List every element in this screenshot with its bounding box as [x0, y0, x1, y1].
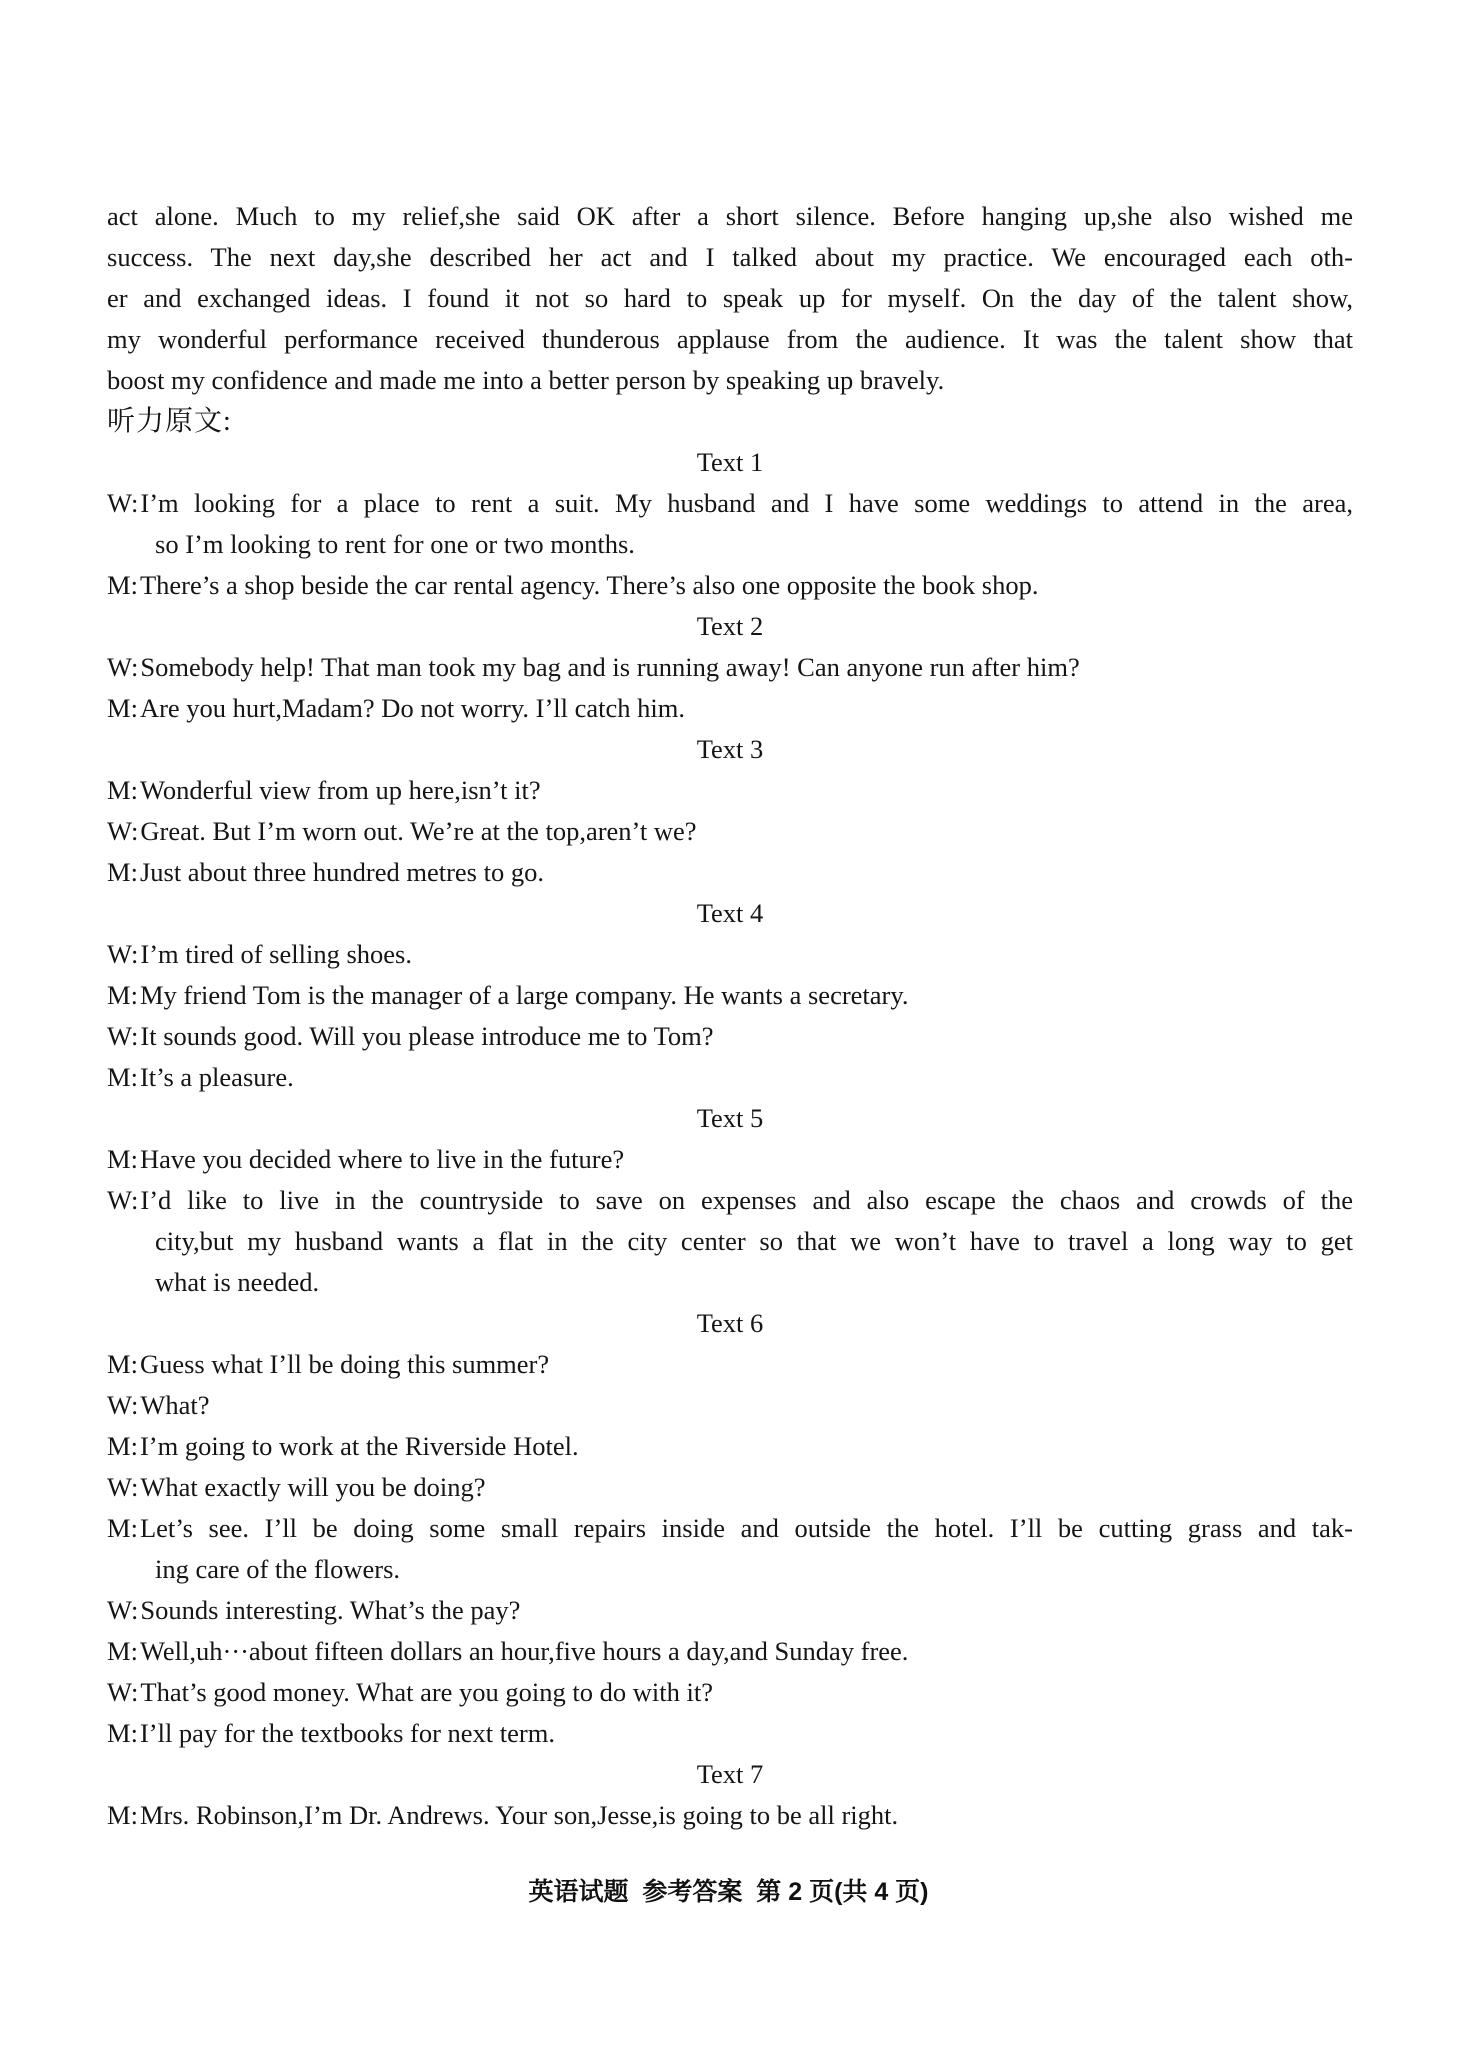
dialogue-line [107, 1057, 1353, 1098]
section-heading-text-7: Text 7 [696, 1759, 764, 1789]
intro-paragraph-line: boost my confidence and made me into a better person by speaking up bravely. [107, 365, 945, 395]
intro-paragraph-line: act alone. Much to my relief,she said OK after a short silence. Before hanging up,she also wished me [107, 201, 1353, 231]
speaker-label: M: [107, 1636, 138, 1666]
line-text: Let’s see. I’ll be doing some small repairs inside and outside the hotel. I’ll be cutting grass and tak- [139, 1513, 1353, 1543]
dialogue-line [107, 1016, 1353, 1057]
speaker-label: W: [107, 1677, 139, 1707]
speaker-label: W: [107, 652, 139, 682]
speaker-label: M: [107, 693, 138, 723]
section-heading-text-5: Text 5 [696, 1103, 764, 1133]
dialogue-line [107, 483, 1353, 524]
dialogue-line [107, 1795, 1353, 1836]
speaker-label: M: [107, 1431, 138, 1461]
dialogue-line [107, 770, 1353, 811]
line-text: What exactly will you be doing? [140, 1472, 486, 1502]
speaker-label: M: [107, 570, 138, 600]
intro-paragraph-line: my wonderful performance received thunderous applause from the audience. It was the talent show that [107, 324, 1353, 354]
line-text: I’m looking for a place to rent a suit. My husband and I have some weddings to attend in the area, [140, 488, 1353, 518]
line-text: Just about three hundred metres to go. [139, 857, 544, 887]
dialogue-line [107, 1139, 1353, 1180]
section-heading-text-4: Text 4 [696, 898, 764, 928]
line-text: Guess what I’ll be doing this summer? [139, 1349, 550, 1379]
transcript-label: 听力原文: [107, 406, 232, 437]
speaker-label: W: [107, 939, 139, 969]
line-text: Are you hurt,Madam? Do not worry. I’ll catch him. [139, 693, 685, 723]
dialogue-line [107, 1221, 1353, 1262]
dialogue-line [107, 565, 1353, 606]
line-text: city,but my husband wants a flat in the city center so that we won’t have to travel a long way to get [155, 1226, 1353, 1256]
speaker-label: W: [107, 1390, 139, 1420]
dialogue-line [107, 934, 1353, 975]
dialogue-line [107, 1426, 1353, 1467]
speaker-label: W: [107, 1472, 139, 1502]
speaker-label: W: [107, 1185, 139, 1215]
dialogue-line [107, 1672, 1353, 1713]
line-text: ing care of the flowers. [155, 1554, 401, 1584]
line-text: Somebody help! That man took my bag and is running away! Can anyone run after him? [140, 652, 1080, 682]
dialogue-line [107, 1631, 1353, 1672]
line-text: so I’m looking to rent for one or two months. [155, 529, 635, 559]
page-footer: 英语试题 参考答案 第 2 页(共 4 页) [528, 1878, 929, 1906]
line-text: What? [140, 1390, 210, 1420]
speaker-label: M: [107, 775, 138, 805]
speaker-label: W: [107, 488, 139, 518]
speaker-label: W: [107, 816, 139, 846]
dialogue-line [107, 1180, 1353, 1221]
line-text: There’s a shop beside the car rental agency. There’s also one opposite the book shop. [139, 570, 1039, 600]
line-text: I’m going to work at the Riverside Hotel. [139, 1431, 579, 1461]
page-content [107, 196, 1353, 1836]
section-heading-text-6: Text 6 [696, 1308, 764, 1338]
line-text: what is needed. [155, 1267, 320, 1297]
line-text: Great. But I’m worn out. We’re at the top,aren’t we? [140, 816, 697, 846]
line-text: Wonderful view from up here,isn’t it? [139, 775, 541, 805]
line-text: Well,uh···about fifteen dollars an hour,five hours a day,and Sunday free. [139, 1636, 909, 1666]
dialogue-line [107, 1713, 1353, 1754]
line-text: My friend Tom is the manager of a large company. He wants a secretary. [139, 980, 909, 1010]
line-text: Sounds interesting. What’s the pay? [140, 1595, 521, 1625]
dialogue-line [107, 811, 1353, 852]
dialogue-line [107, 1262, 1353, 1303]
line-text: Have you decided where to live in the future? [139, 1144, 625, 1174]
dialogue-line [107, 1549, 1353, 1590]
dialogue-line [107, 1508, 1353, 1549]
intro-paragraph-line: er and exchanged ideas. I found it not so hard to speak up for myself. On the day of the talent show, [107, 283, 1353, 313]
intro-paragraph-line: success. The next day,she described her act and I talked about my practice. We encouraged each oth- [107, 242, 1353, 272]
section-heading-text-1: Text 1 [696, 447, 764, 477]
section-heading-text-2: Text 2 [696, 611, 764, 641]
section-heading-text-3: Text 3 [696, 734, 764, 764]
dialogue-line [107, 1344, 1353, 1385]
line-text: I’m tired of selling shoes. [140, 939, 412, 969]
dialogue-line [107, 852, 1353, 893]
speaker-label: M: [107, 1513, 138, 1543]
dialogue-line [107, 688, 1353, 729]
dialogue-line [107, 1385, 1353, 1426]
speaker-label: W: [107, 1021, 139, 1051]
line-text: I’d like to live in the countryside to save on expenses and also escape the chaos and crowds of the [140, 1185, 1353, 1215]
dialogue-line [107, 1590, 1353, 1631]
dialogue-line [107, 1467, 1353, 1508]
dialogue-line [107, 647, 1353, 688]
speaker-label: W: [107, 1595, 139, 1625]
speaker-label: M: [107, 1800, 138, 1830]
speaker-label: M: [107, 1144, 138, 1174]
dialogue-line [107, 524, 1353, 565]
speaker-label: M: [107, 980, 138, 1010]
line-text: That’s good money. What are you going to do with it? [140, 1677, 714, 1707]
speaker-label: M: [107, 1062, 138, 1092]
speaker-label: M: [107, 1718, 138, 1748]
speaker-label: M: [107, 857, 138, 887]
speaker-label: M: [107, 1349, 138, 1379]
dialogue-line [107, 975, 1353, 1016]
line-text: It’s a pleasure. [139, 1062, 294, 1092]
line-text: It sounds good. Will you please introduce me to Tom? [140, 1021, 714, 1051]
line-text: Mrs. Robinson,I’m Dr. Andrews. Your son,Jesse,is going to be all right. [139, 1800, 899, 1830]
line-text: I’ll pay for the textbooks for next term. [139, 1718, 555, 1748]
